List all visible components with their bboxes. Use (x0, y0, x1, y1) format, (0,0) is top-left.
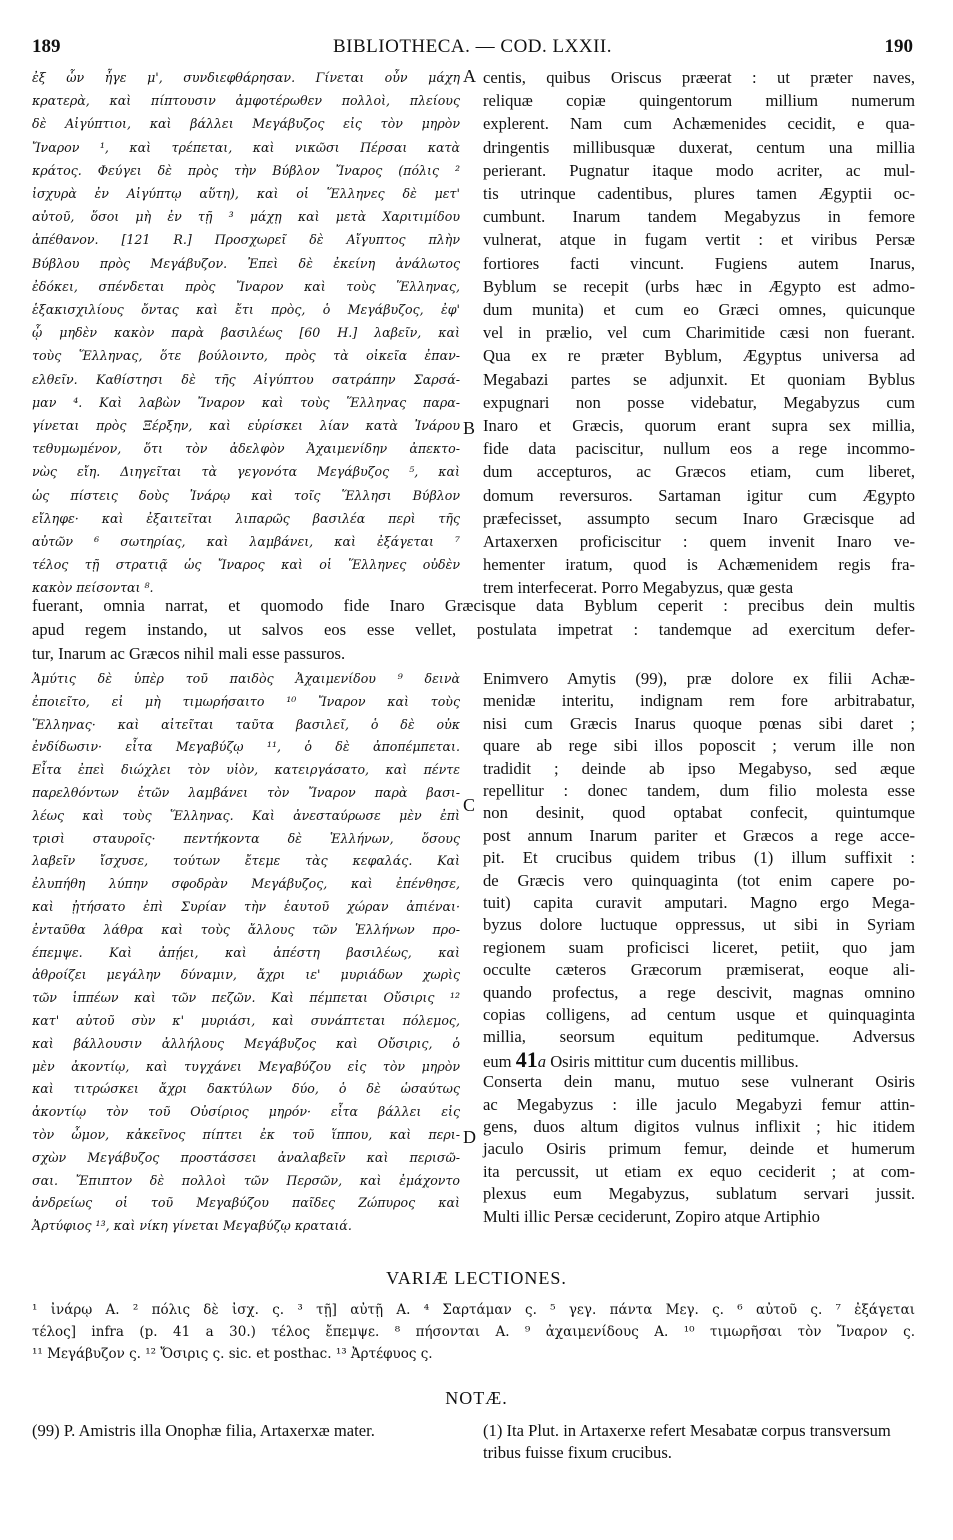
latin-line: millia, seorsum equitum peditumque. Adversus (483, 1027, 915, 1047)
latin-line: hementer iratum, quod is Achæmenidem regis fra- (483, 555, 915, 575)
note-99: (99) P. Amistris illa Onophæ filia, Artaxerxæ mater. (32, 1421, 375, 1440)
variae-lectiones-title: VARIÆ LECTIONES. (386, 1268, 567, 1288)
latin-line: cumbunt. Inarum tandem Megabyzus in femore (483, 207, 915, 227)
greek-line: καὶ τιτρώσκει ἄχρι δακτύλων δύο, ὁ δὲ ὡσαύτως (32, 1081, 460, 1097)
greek-line: γίνεται πρὸς Ξέρξην, καὶ εὑρίσκει λίαν κατὰ Ἰνάρου (32, 418, 460, 433)
greek-line: σχὼν Μεγάβυζος προστάσσει ἀναλαβεῖν καὶ περισῶ- (32, 1149, 460, 1165)
latin-line: occulte cæteros Græcorum præmiserat, eoque ali- (483, 960, 915, 980)
latin-line: dum munita) et cum eo Græci omnes, quicunque (483, 300, 915, 319)
greek-line: ἐνδίδωσιν· εἶτα Μεγαβύζῳ ¹¹, ὁ δὲ ἀποπέμπεται. (32, 739, 460, 755)
latin-text-top (483, 66, 915, 600)
latin-line: fortiores facti vincunt. Fugiens autem Inarus, (483, 253, 915, 273)
latin-line: tuit) capita curavit amputari. Magno ergo Mega- (483, 893, 915, 912)
running-title: BIBLIOTHECA. — COD. LXXII. (333, 36, 612, 57)
latin-line: quare ab rege sibi illos poposcit ; verum ille non (483, 736, 915, 756)
latin-line: regionem suam proficisci liceret, petiit, quo jam (483, 937, 915, 957)
notae-title: NOTÆ. (445, 1388, 508, 1408)
greek-line: ἐδόκει, σπένδεται πρὸς Ἴναρον καὶ τοὺς Ἕλληνας, (32, 278, 460, 294)
latin-line: perierant. Pugnatur itaque modo acriter, ac mul- (483, 160, 915, 180)
latin-line: domum reversuros. Sartaman igitur cum Ægypto (483, 485, 915, 505)
latin-line: ac Megabyzus : ille jaculo Megabyzi femur attin- (483, 1094, 915, 1114)
greek-line: ἰσχυρὰ ἐν Αἰγύπτῳ αὕτη), καὶ οἱ Ἕλληνες δὲ μετ' (32, 186, 460, 201)
latin-line: Conserta dein manu, mutuo sese vulnerant Osiris (483, 1072, 915, 1092)
greek-line: μὲν ἀκοντίῳ, καὶ τυγχάνει Μεγαβύζου εἰς τὸν μηρὸν (32, 1058, 460, 1074)
latin-line: præfecisset, assumpto secum Inaro Græcisque ad (483, 508, 915, 528)
greek-line: Βύβλου πρὸς Μεγάβυζον. Ἐπεὶ δὲ ἐκείνη ἀνάλωτος (32, 255, 460, 271)
greek-line: ἐλυπήθη λύπην σφοδρὰν Μεγάβυζος, καὶ ἐπένθησε, (32, 876, 460, 892)
greek-line: ἐποιεῖτο, εἰ μὴ τιμωρήσαιτο ¹⁰ Ἴναρον καὶ τοὺς (32, 693, 460, 709)
greek-line: νὼς εἴη. Διηγεῖται τὰ γεγονότα Μεγάβυζος ⁵, καὶ (32, 464, 460, 480)
greek-line: ἀπέθανον. [121 R.] Προσχωρεῖ δὲ Αἴγυπτος πλὴν (32, 232, 460, 248)
latin-text-bottom (483, 668, 915, 1228)
greek-line: Ἕλληνας· καὶ αἰτεῖται ταῦτα βασιλεῖ, ὁ δὲ οὐκ (32, 716, 460, 732)
latin-line-end: Osiris mittitur cum ducentis millibus. (550, 1051, 799, 1071)
margin-marker-b: B (463, 418, 476, 438)
page-number-right: 190 (884, 36, 913, 57)
greek-text-top (32, 66, 460, 600)
latin-line: pit. Et crucibus quidem tribus (1) illum suffixit : (483, 848, 915, 868)
latin-line: tis utrinque cadentibus, plures tamen Ægyptii oc- (483, 184, 915, 203)
greek-line: τῶν ἱππέων καὶ τῶν πεζῶν. Καὶ πέμπεται Οὔσιρις ¹² (32, 990, 460, 1006)
greek-line: ἐξ ὧν ἦγε μ', συνδιεφθάρησαν. Γίνεται οὖν μάχη (32, 70, 460, 85)
margin-marker-c: C (463, 795, 476, 815)
latin-line: repellitur : donec tandem, dum filio molesta esse (483, 781, 915, 800)
latin-line: centis, quibus Oriscus præerat : ut præter naves, (483, 68, 915, 87)
greek-line: ὡς πίστεις δοὺς Ἰνάρῳ καὶ τοῖς Ἕλλησι Βύβλον (32, 487, 460, 503)
greek-line: εἴληφε· καὶ ἐξαιτεῖται λιπαρῶς βασιλέα περὶ τῆς (32, 510, 460, 526)
page-header (32, 36, 913, 62)
greek-line: ἀκοντίῳ τὸν τοῦ Οὐσίριος μηρόν· εἶτα βάλλει εἰς (32, 1104, 460, 1120)
latin-line: fuerant, omnia narrat, et quomodo fide Inaro Græcisque data Byblum ceperit : precibus dein multis (32, 596, 915, 615)
latin-line: vulnerat, atque in fugam vertit : et viribus Persæ (483, 230, 915, 250)
latin-line: byzus dolore luctuque oppressus, ut sibi in Syriam (483, 915, 915, 935)
latin-line: Inaro et Græcis, quorum erant supra sex millia, (483, 416, 915, 435)
latin-line: de Græcis vero quinquaginta (tot enim capere po- (483, 870, 915, 890)
latin-line: vel in prælio, vel cum Charimitide cæsi non fuerant. (483, 323, 915, 343)
latin-line: Multi illic Persæ ceciderunt, Zopiro atque Artiphio (483, 1206, 820, 1226)
greek-line: Ἴναρον ¹, καὶ τρέπεται, καὶ νικῶσι Πέρσαι κατὰ (32, 139, 460, 155)
greek-line: σαι. Ἔπιπτον δὲ πολλοὶ τῶν Περσῶν, καὶ ἐμάχοντο (32, 1172, 460, 1188)
latin-line (483, 1046, 915, 1072)
greek-line: Εἶτα ἐπεὶ διώχλει τὸν υἱὸν, κατειργάσατο, καὶ πέντε (32, 762, 460, 778)
latin-line: jaculo Osiris primum femur, deinde et humerum (483, 1139, 915, 1159)
page-number-left: 189 (32, 36, 61, 57)
greek-line: παρελθόντων ἐτῶν λαμβάνει τὸν Ἴναρον παρὰ βασι- (32, 785, 460, 800)
greek-line: καὶ βάλλουσιν ἀλλήλους Μεγάβυζος καὶ Οὔσιρις, ὁ (32, 1035, 460, 1051)
latin-line: menidæ interitu, indignam rem fore arbitrabatur, (483, 691, 915, 711)
variant-reading-line: ¹¹ Μεγάβυζον ς. ¹² Ὄσιρις ς. sic. et posthac. ¹³ Ἀρτέφυος ς. (32, 1346, 433, 1362)
greek-line: τὸν ὦμον, κἀκεῖνος πίπτει ἐκ τοῦ ἵππου, καὶ περι- (32, 1127, 460, 1142)
greek-line: Ἀρτύφιος ¹³, καὶ νίκη γίνεται Μεγαβύζῳ κραταιά. (32, 1218, 352, 1234)
latin-line: Enimvero Amytis (99), præ dolore ex filii Achæ- (483, 669, 915, 688)
latin-line: fide data paciscitur, nullum eos a rege incommo- (483, 439, 915, 459)
latin-line: plexus eum Megabyzus, sublatum servari jussit. (483, 1184, 915, 1204)
greek-line: δὲ Αἰγύπτιοι, καὶ βάλλει Μεγάβυζος εἰς τὸν μηρὸν (32, 116, 460, 132)
latin-line: Artaxerxen proficiscitur : quem invenit Inaro ve- (483, 532, 915, 551)
latin-line: tradidit ; deinde ab ipso Megabyso, sed æque (483, 758, 915, 778)
greek-line: τέλος τῇ στρατιᾷ ὡς Ἴναρος καὶ οἱ Ἕλληνες οὐδὲν (32, 557, 460, 573)
greek-line: λαβεῖν ἴσχυσε, τούτων ἔτεμε τὰς κεφαλάς. Καὶ (32, 853, 460, 869)
greek-line: ἀθροίζει μεγάλην δύναμιν, ἄχρι ιε' μυριάδων χωρὶς (32, 967, 460, 983)
greek-line: ἀνδρείως οἱ τοῦ Μεγαβύζου παῖδες Ζώπυρος καὶ (32, 1195, 460, 1211)
latin-line: explerent. Nam cum Achæmenides cecidit, e qua- (483, 114, 915, 134)
greek-line: κακὸν πείσονται ⁸. (32, 580, 154, 596)
greek-line: λέως καὶ τοὺς Ἕλληνας. Καὶ ἀνεσταύρωσε μὲν ἐπὶ (32, 807, 460, 823)
latin-line: quando profectus, a rege descivit, magnas omnino (483, 982, 915, 1002)
greek-line: τοὺς Ἕλληνας, ὅτε βούλοιντο, πρὸς τὰ οἰκεῖα ἐπαν- (32, 348, 460, 364)
greek-line: τεθυμωμένον, ὅτι τὸν ἀδελφὸν Ἀχαιμενίδην ἀπεκτο- (32, 441, 460, 457)
margin-marker-d: D (463, 1127, 476, 1147)
latin-line: dum accepturos, ac Græcos etiam, cum liberet, (483, 462, 915, 482)
greek-line: ᾧ μηδὲν κακὸν παρὰ βασιλέως [60 H.] λαβεῖν, καὶ (32, 325, 460, 341)
greek-line: έπεμψε. Καὶ ἀπῄει, καὶ ἀπέστη βασιλέως, καὶ (32, 944, 460, 960)
latin-line: non desinit, quod optabat confecit, quintumque (483, 803, 915, 823)
greek-line: Ἀμύτις δὲ ὑπὲρ τοῦ παιδὸς Ἀχαιμενίδου ⁹ δεινὰ (32, 671, 460, 686)
folio-marker-letter: a (537, 1051, 547, 1071)
note-1: (1) Ita Plut. in Artaxerxe refert Mesabatæ corpus transversum tribus fuisse fixum crucibus. (483, 1421, 891, 1462)
full-width-text (32, 594, 915, 666)
greek-line: κατ' αὐτοῦ σὺν κ' μυριάσι, καὶ συνάπτεται πόλεμος, (32, 1013, 460, 1028)
greek-line: αὐτοῦ, ὅσοι μὴ ἐν τῇ ³ μάχῃ καὶ μετὰ Χαριτιμίδου (32, 209, 460, 225)
latin-line-start: eum (483, 1051, 512, 1071)
latin-line: tur, Inarum ac Græcos nihil mali esse passuros. (32, 644, 346, 663)
latin-line: dringentis millibusquæ duxerat, centum una millia (483, 137, 915, 157)
greek-line: κρατερὰ, καὶ πίπτουσιν ἀμφοτέρωθεν πολλοὶ, πλείους (32, 93, 460, 109)
latin-line: reliquæ copiæ quingentorum millium numerum (483, 91, 915, 111)
latin-line: gens, duos altum digitos vulnus inflixit ; hic itidem (483, 1117, 915, 1136)
variant-reading-line: τέλος] infra (p. 41 a 30.) τέλος ἔπεμψε. ⁸ πήσονται A. ⁹ ἀχαιμενίδους A. ¹⁰ τιμωρῆσαι τὸν Ἴναρον ς. (32, 1324, 915, 1340)
latin-line: expugnari non posse videbatur, Megabyzus cum (483, 392, 915, 412)
margin-marker-a: A (463, 66, 476, 86)
latin-line: Megabazi partes se adjunxit. Et quoniam Byblus (483, 369, 915, 389)
latin-line: post annum Inarum pariter et Græcos a rege acce- (483, 825, 915, 845)
variant-reading-line: ¹ ἰνάρῳ A. ² πόλις δὲ ἰσχ. ς. ³ τῇ] αὐτῇ A. ⁴ Σαρτάμαν ς. ⁵ γεγ. πάντα Μεγ. ς. ⁶ αὐτοῦ ς. ⁷ ἐξάγεται (32, 1302, 915, 1318)
greek-line: ελθεῖν. Καθίστησι δὲ τῆς Αἰγύπτου σατράπην Σαρσά- (32, 371, 460, 387)
greek-line: ἑξακισχιλίους ὄντας καὶ ἔτι πρὸς, ὁ Μεγάβυζος, ἐφ' (32, 302, 460, 317)
greek-line: καὶ ᾐτήσατο ἐπὶ Συρίαν τὴν ἑαυτοῦ χώραν ἀπιέναι· (32, 899, 460, 914)
folio-marker: 41 (515, 1046, 538, 1072)
latin-line: nisi cum Græcis Inarus quoque pœnas sibi daret ; (483, 713, 915, 733)
greek-line: μαν ⁴. Καὶ λαβὼν Ἴναρον καὶ τοὺς Ἕλληνας παρα- (32, 394, 460, 410)
latin-line: Byblum se recepit (urbs hæc in Ægypto est admo- (483, 276, 915, 296)
latin-line: trem interfecerat. Porro Megabyzus, quæ gesta (483, 578, 794, 598)
latin-line: copias colligens, ad centum usque et quinquaginta (483, 1005, 915, 1024)
greek-line: αὐτῶν ⁶ σωτηρίας, καὶ λαμβάνει, καὶ ἐξάγεται ⁷ (32, 534, 460, 549)
greek-line: τρισὶ σταυροῖς· πεντήκοντα δὲ Ἑλλήνων, ὅσους (32, 830, 460, 846)
greek-text-bottom (32, 668, 460, 1238)
latin-line: apud regem instando, ut salvos eos esse vellet, postulata impetrat : tandemque ad exercitum defer- (32, 620, 915, 639)
latin-line: ita percussit, ut etiam ex equo ceciderit ; at com- (483, 1161, 915, 1181)
latin-line: Qua ex re præter Byblum, Ægyptus universa ad (483, 346, 915, 366)
greek-line: κράτος. Φεύγει δὲ πρὸς τὴν Βύβλον Ἴναρος (πόλις ² (32, 162, 460, 178)
greek-line: ἐνταῦθα λάθρα καὶ τοὺς ἄλλους τῶν Ἑλλήνων προ- (32, 921, 460, 937)
